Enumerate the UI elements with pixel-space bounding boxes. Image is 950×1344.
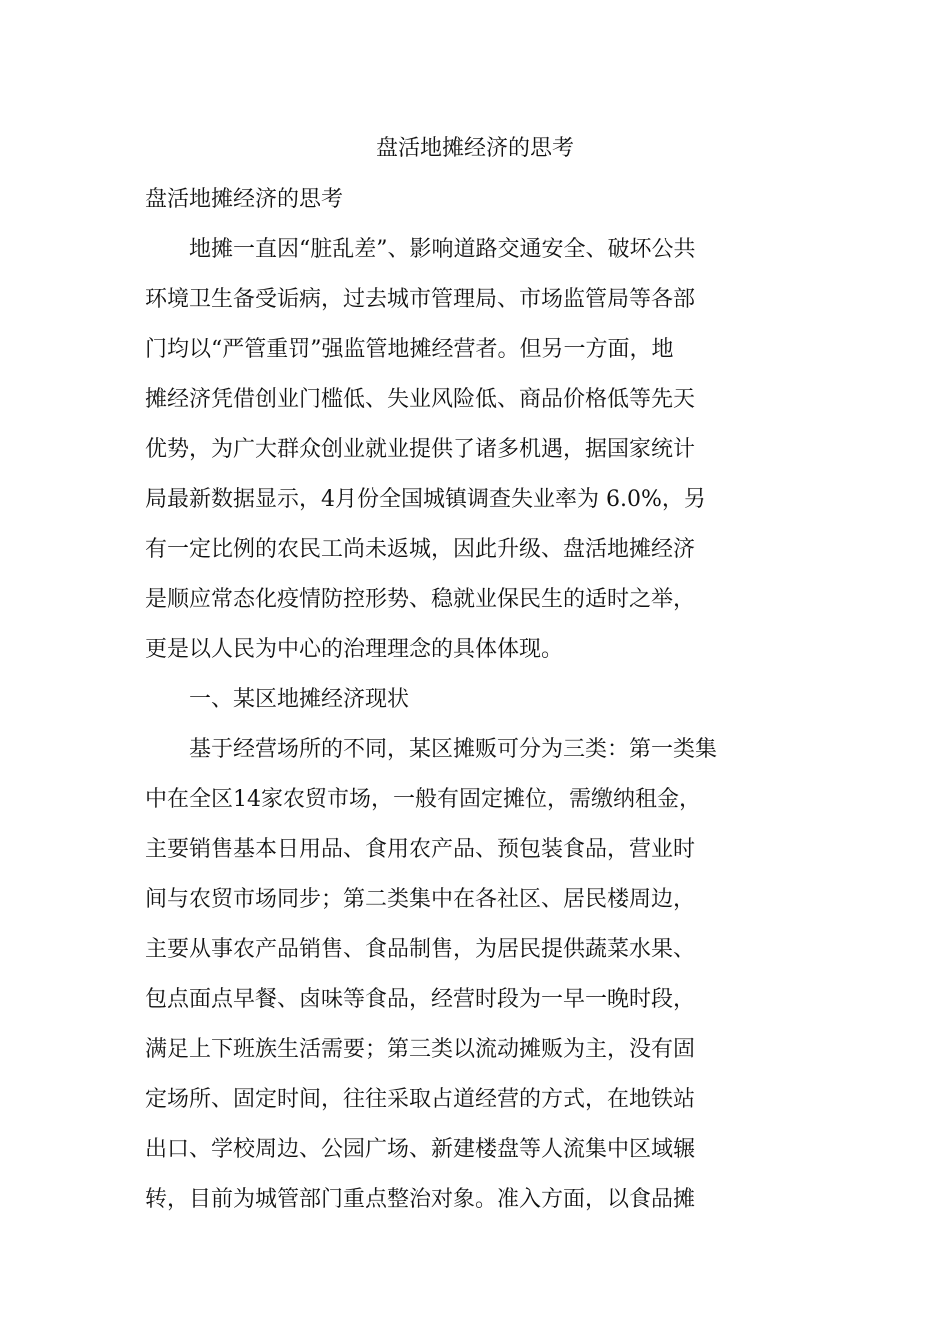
document-body <box>145 233 805 1233</box>
text-line: 主要销售基本日用品、食用农产品、预包装食品，营业时 <box>145 837 696 862</box>
text-line: 间与农贸市场同步；第二类集中在各社区、居民楼周边， <box>145 887 696 912</box>
text-line: 有一定比例的农民工尚未返城，因此升级、盘活地摊经济 <box>145 537 696 562</box>
text-line: 满足上下班族生活需要；第三类以流动摊贩为主，没有固 <box>145 1037 696 1062</box>
section-heading: 一、某区地摊经济现状 <box>189 687 410 712</box>
text-line: 局最新数据显示，4月份全国城镇调查失业率为 6.0%，另 <box>145 487 706 512</box>
text-line: 是顺应常态化疫情防控形势、稳就业保民生的适时之举， <box>145 587 696 612</box>
page-title: 盘活地摊经济的思考 <box>375 136 574 161</box>
text-line: 优势，为广大群众创业就业提供了诸多机遇，据国家统计 <box>145 437 696 462</box>
text-line: 中在全区14家农贸市场，一般有固定摊位，需缴纳租金， <box>145 787 701 812</box>
text-line: 主要从事农产品销售、食品制售，为居民提供蔬菜水果、 <box>145 937 696 962</box>
document-subtitle: 盘活地摊经济的思考 <box>145 187 344 212</box>
text-line: 定场所、固定时间，往往采取占道经营的方式，在地铁站 <box>145 1087 696 1112</box>
text-line: 地摊一直因“脏乱差”、影响道路交通安全、破坏公共 <box>189 237 696 262</box>
text-line: 包点面点早餐、卤味等食品，经营时段为一早一晚时段， <box>145 987 696 1012</box>
text-line: 更是以人民为中心的治理理念的具体体现。 <box>145 637 564 662</box>
text-line: 转，目前为城管部门重点整治对象。准入方面，以食品摊 <box>145 1187 696 1212</box>
text-line: 摊经济凭借创业门槛低、失业风险低、商品价格低等先天 <box>145 387 696 412</box>
text-line: 出口、学校周边、公园广场、新建楼盘等人流集中区域辗 <box>145 1137 696 1162</box>
text-line: 环境卫生备受诟病，过去城市管理局、市场监管局等各部 <box>145 287 696 312</box>
text-line: 基于经营场所的不同，某区摊贩可分为三类：第一类集 <box>189 737 718 762</box>
text-line: 门均以“严管重罚”强监管地摊经营者。但另一方面，地 <box>145 337 674 362</box>
